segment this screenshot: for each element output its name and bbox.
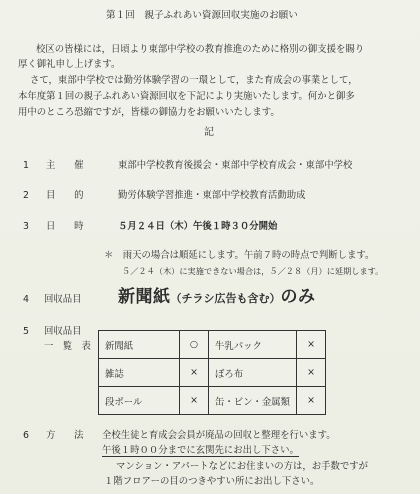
item-label: 回収品目 [44,326,82,337]
page-title: 第１回 親子ふれあい資源回収実施のお願い [106,10,298,21]
item-label: 日 時 [46,221,84,232]
collection-item-headline [118,287,316,307]
method-line-2: 午後１時００分までに玄関先にお出し下さい。 [102,445,299,456]
item-label: 方 法 [46,430,84,441]
table-cell: 牛乳パック [209,331,297,359]
item-label: 回収品目 [44,294,82,305]
table-cell: ぼろ布 [209,359,297,387]
table-row [99,359,326,387]
rain-note: ＊ 雨天の場合は順延にします。午前７時の時点で判断します。 [104,250,375,261]
only-text: のみ [280,287,316,307]
ki-heading: 記 [204,127,214,138]
table-cell: 段ボール [99,387,180,415]
item-number: 5 [23,326,29,337]
intro-line-4: 本年度第１回の親子ふれあい資源回収を下記により実施いたします。何かと御多 [18,91,355,102]
table-cell-mark: × [297,331,326,359]
item-value: 勤労体験学習推進・東部中学校教育活動助成 [118,190,306,201]
intro-line-1: 校区の皆様には，日頃より東部中学校の教育推進のために格別の御支援を賜り [36,44,365,55]
item-number: 1 [23,160,29,171]
item-label-sub: 一 覧 表 [44,341,91,352]
intro-line-5: 用中のところ恐縮ですが，皆様の御協力をお願いいたします。 [18,107,280,118]
intro-line-2: 厚く御礼申し上げます。 [18,59,121,70]
table-cell-mark: × [180,387,209,415]
item-label: 目 的 [46,190,84,201]
table-cell: 雑誌 [99,359,180,387]
method-line-3: マンション・アパートなどにお住まいの方は，お手数ですが [116,461,368,472]
method-line-1: 全校生徒と育成会会員が廃品の回収と整理を行います。 [102,430,336,441]
flyer-included-text: （チラシ広告も含む） [170,292,281,305]
newspaper-text: 新聞紙 [118,287,171,307]
table-cell: 新聞紙 [99,331,180,359]
item-number: 3 [23,221,29,232]
table-cell-mark: × [180,359,209,387]
item-number: 4 [23,294,29,305]
table-row [99,387,326,415]
item-number: 6 [23,430,29,441]
table-cell-mark: × [297,387,326,415]
table-cell-mark: × [297,359,326,387]
table-cell: 缶・ビン・金属類 [209,387,297,415]
item-number: 2 [23,190,29,201]
item-value: 東部中学校教育後援会・東部中学校育成会・東部中学校 [118,160,353,171]
intro-line-3: さて，東部中学校では勤労体験学習の一環として，また育成会の事業として， [30,75,358,86]
postpone-note: ５／２４（木）に実施できない場合は，５／２８（月）に延期します。 [122,266,384,276]
table-row [99,331,326,359]
table-cell-mark: ○ [180,331,209,359]
item-value: ５月２４日（木）午後１時３０分開始 [118,221,278,232]
item-label: 主 催 [46,160,84,171]
collection-items-table [98,330,326,415]
method-line-4: １階フロアーの目のつきやすい所にお出し下さい。 [104,476,320,487]
